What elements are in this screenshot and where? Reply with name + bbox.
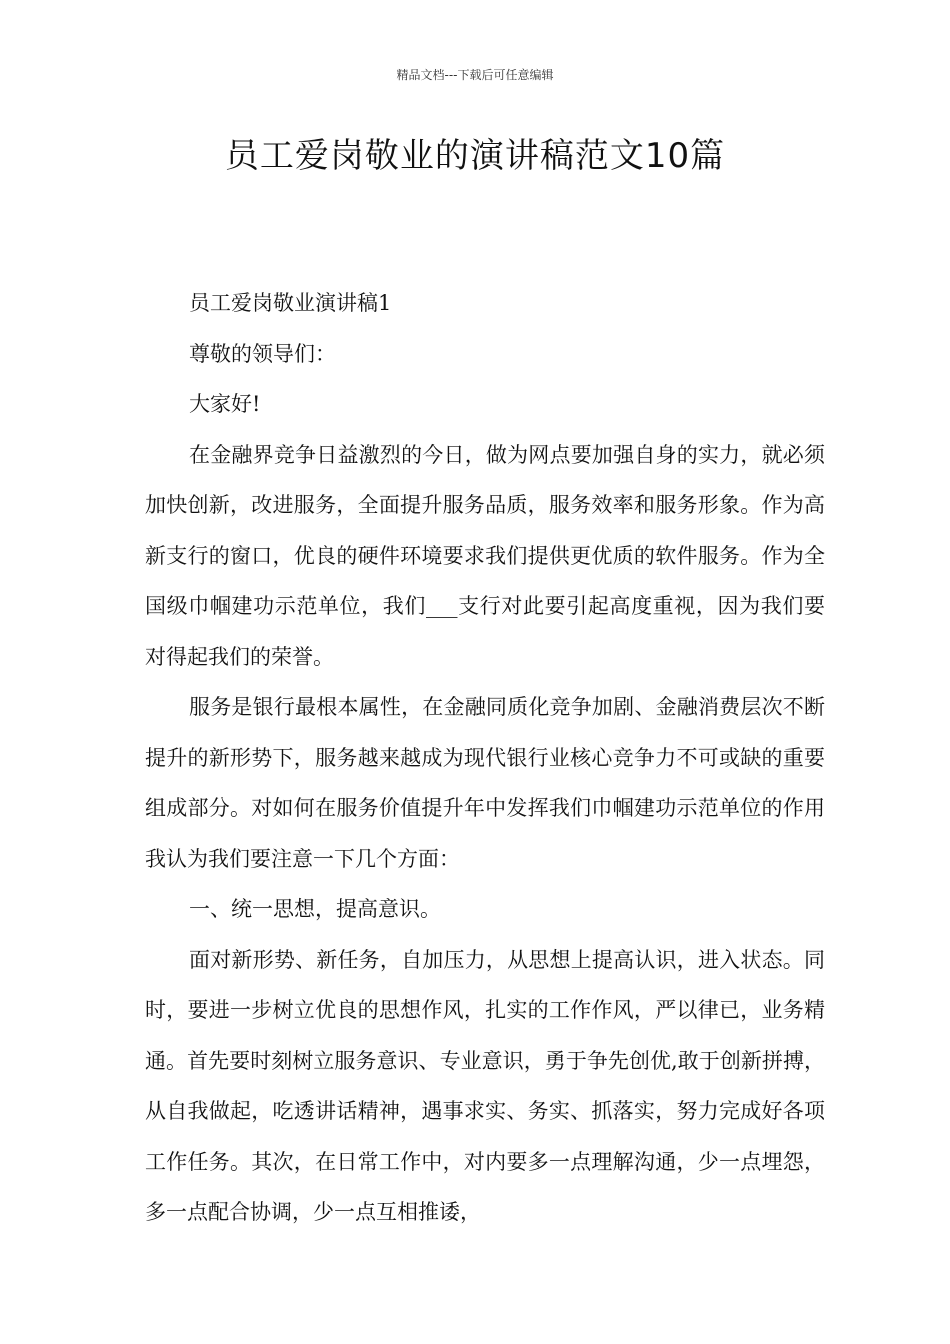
salutation: 尊敬的领导们： (189, 341, 336, 366)
section-heading: 员工爱岗敬业演讲稿1 (189, 291, 392, 315)
document-body (145, 278, 825, 1238)
subheading: 一、统一思想，提高意识。 (189, 897, 441, 921)
body-paragraph: 面对新形势、新任务，自加压力，从思想上提高认识，进入状态。同时，要进一步树立优良的思想作风，扎实的工作作风，严以律已，业务精通。首先要时刻树立服务意识、专业意识，勇于争先创优,敢于创新拼搏，从自我做起，吃透讲话精神，遇事求实、务实、抓落实，努力完成好各项工作任务。其次，在日常工作中，对内要多一点理解沟通，少一点埋怨，多一点配合协调，少一点互相推诿， (145, 947, 825, 1224)
document-title: 员工爱岗敬业的演讲稿范文10篇 (224, 136, 726, 176)
greeting: 大家好! (189, 392, 261, 416)
header-note: 精品文档---下载后可任意编辑 (396, 68, 554, 82)
body-paragraph: 在金融界竞争日益激烈的今日，做为网点要加强自身的实力，就必须加快创新，改进服务，全面提升服务品质，服务效率和服务形象。作为高新支行的窗口，优良的硬件环境要求我们提供更优质的软件服务。作为全国级巾帼建功示范单位，我们___支行对此要引起高度重视，因为我们要对得起我们的荣誉。 (145, 442, 825, 669)
body-paragraph: 服务是银行最根本属性，在金融同质化竞争加剧、金融消费层次不断提升的新形势下，服务越来越成为现代银行业核心竞争力不可或缺的重要组成部分。对如何在服务价值提升年中发挥我们巾帼建功示范单位的作用我认为我们要注意一下几个方面： (145, 695, 825, 871)
